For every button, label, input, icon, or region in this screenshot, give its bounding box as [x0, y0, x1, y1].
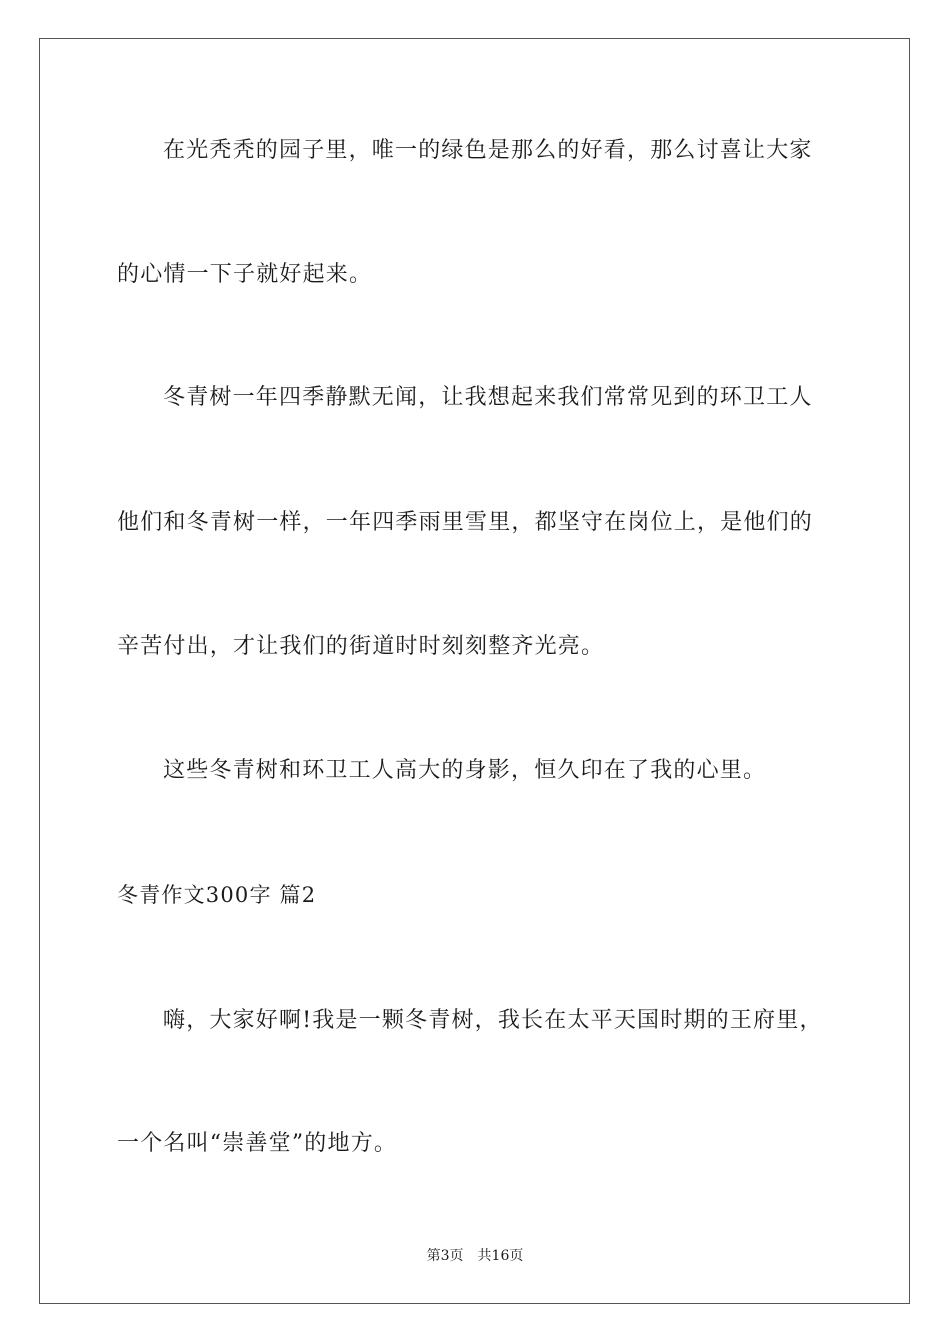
- section-heading: 冬青作文300字 篇2: [117, 883, 317, 907]
- paragraph-2-line-1: 冬青树一年四季静默无闻，让我想起来我们常常见到的环卫工人: [163, 385, 813, 410]
- paragraph-4-line-1: 嗨，大家好啊!我是一颗冬青树，我长在太平天国时期的王府里，: [163, 1008, 823, 1033]
- total-pages: 共16页: [477, 1248, 524, 1264]
- paragraph-2-line-3: 辛苦付出，才让我们的街道时时刻刻整齐光亮。: [117, 634, 605, 659]
- page-frame: [39, 38, 910, 1304]
- paragraph-2-line-2: 他们和冬青树一样，一年四季雨里雪里，都坚守在岗位上，是他们的: [117, 510, 814, 535]
- paragraph-3-line-1: 这些冬青树和环卫工人高大的身影，恒久印在了我的心里。: [163, 758, 767, 783]
- paragraph-1-line-2: 的心情一下子就好起来。: [117, 262, 373, 287]
- page-footer: [0, 1247, 950, 1265]
- paragraph-1-line-1: 在光秃秃的园子里，唯一的绿色是那么的好看，那么讨喜让大家: [163, 138, 813, 163]
- paragraph-4-line-2: 一个名叫“崇善堂”的地方。: [117, 1131, 398, 1156]
- page-number: 第3页: [426, 1248, 464, 1264]
